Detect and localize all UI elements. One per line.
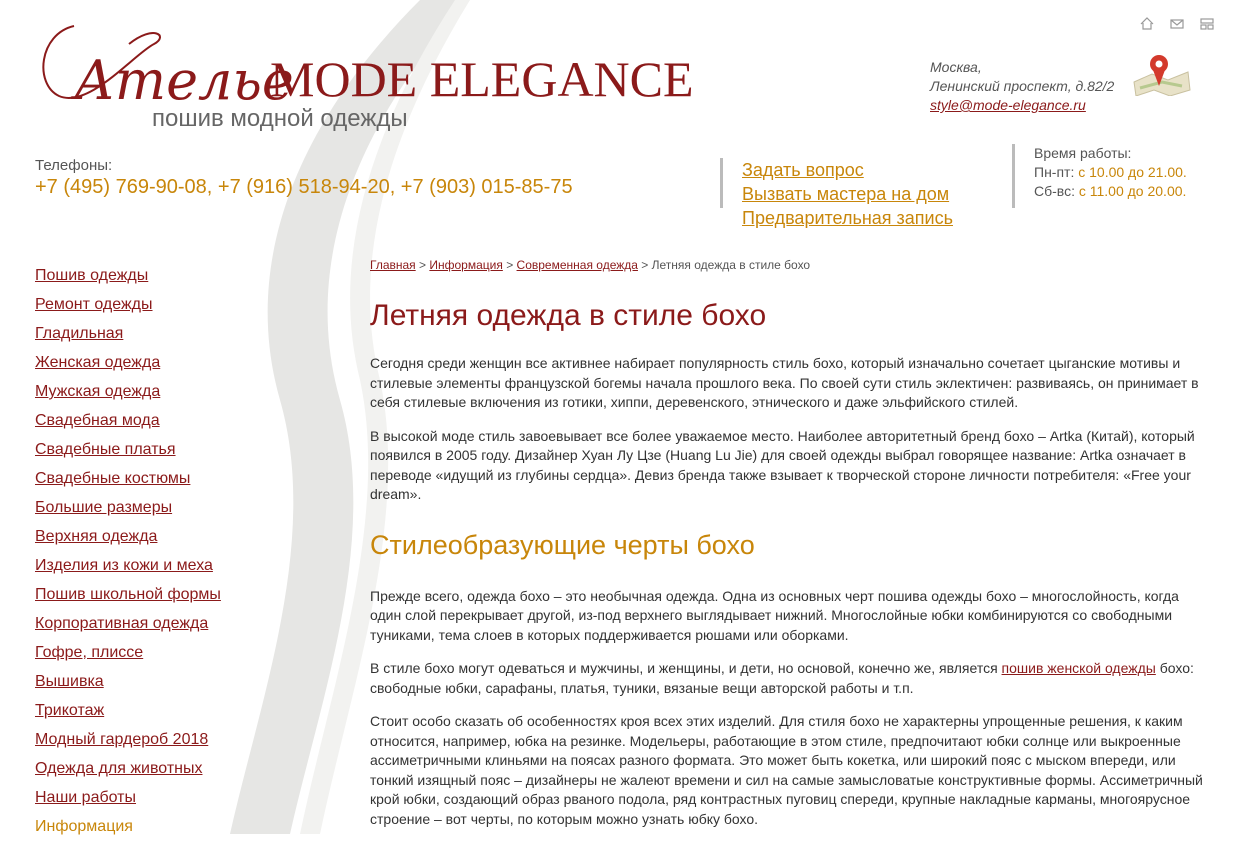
ask-question-link[interactable]: Задать вопрос <box>742 160 864 180</box>
sidebar-item-our-works[interactable]: Наши работы <box>35 789 137 806</box>
phone-numbers[interactable]: +7 (495) 769-90-08, +7 (916) 518-94-20, +7 (903) 015-85-75 <box>35 176 573 198</box>
call-master-link[interactable]: Вызвать мастера на дом <box>742 184 950 204</box>
sidebar-item-plus-sizes[interactable]: Большие размеры <box>35 499 173 516</box>
logo-script-text: Ателье <box>74 49 294 112</box>
sidebar-item-ironing[interactable]: Гладильная <box>35 325 124 342</box>
section-title: Стилеобразующие черты бохо <box>370 529 755 560</box>
mail-icon[interactable] <box>1170 17 1186 31</box>
phones-block <box>35 157 573 199</box>
top-icons <box>1140 17 1216 31</box>
paragraph-cut: Стоит особо сказать об особенностях кроя всех этих изделий. Для стиля бохо не характерны упрощенные решения, к каким относится, например, юбка на резинке. Модельеры, работающие в этом стиле, предпочитают юбки солнце или выкроенные ассиметричными клиньями на поясах разного формата. Это может быть кокетка, или широкий пояс с мыском впереди, или тонкий изящный пояс – дизайнеры не жалеют времени и сил на самые замысловатые конструктивные формы. Ассиметричный крой юбки, создающий образ рваного подола, ряд контрастных пуговиц спереди, крупные накладные карманы, многоярусное строение – вот черты, по которым можно узнать юбку бохо. <box>370 713 1203 827</box>
sidebar-item-information[interactable]: Информация <box>35 818 133 835</box>
hours-title: Время работы: <box>1034 145 1132 161</box>
paragraph-artka: В высокой моде стиль завоевывает все более уважаемое место. Наиболее авторитетный бренд бохо – Artka (Китай), который появился в 2005 году. Дизайнер Хуан Лу Цзе (Huang Lu Jie) для своей одежды выбрал говорящее название: Artka означает в переводе «идущий из глубины сердца». Девиз бренда также взывает к творческой стороне личности потребителя: «Free your dream». <box>370 427 1195 502</box>
sidebar-item-wedding-fashion[interactable]: Свадебная мода <box>35 412 160 429</box>
weekdays-label: Пн-пт: <box>1034 164 1079 180</box>
map-pin-icon[interactable] <box>1132 52 1192 96</box>
sidebar-item-corporate[interactable]: Корпоративная одежда <box>35 615 209 632</box>
header-actions <box>720 158 953 228</box>
sidebar-item-pleats[interactable]: Гофре, плиссе <box>35 644 144 661</box>
breadcrumb-separator: > <box>502 258 517 272</box>
sidebar-item-mens[interactable]: Мужская одежда <box>35 383 161 400</box>
weekdays-value: с 10.00 до 21.00. <box>1078 164 1187 180</box>
email-link[interactable]: style@mode-elegance.ru <box>930 97 1086 113</box>
hours-weekdays <box>1034 163 1187 182</box>
address-block <box>930 58 1114 115</box>
sitemap-icon[interactable] <box>1200 17 1216 31</box>
main-content <box>370 258 1214 829</box>
breadcrumb-separator: > <box>637 258 652 272</box>
page-title: Летняя одежда в стиле бохо <box>370 299 767 332</box>
weekend-value: с 11.00 до 20.00. <box>1078 183 1187 199</box>
breadcrumb <box>370 258 1214 272</box>
logo-brand: MODE ELEGANCE <box>270 51 694 107</box>
phones-label: Телефоны: <box>35 157 113 174</box>
sidebar-item-leather-fur[interactable]: Изделия из кожи и меха <box>35 557 213 574</box>
logo-tagline: пошив модной одежды <box>152 105 408 132</box>
breadcrumb-home[interactable]: Главная <box>370 258 416 272</box>
hours-weekend <box>1034 182 1187 201</box>
address-street: Ленинский проспект, д.82/2 <box>930 78 1115 94</box>
weekend-label: Сб-вс: <box>1034 183 1079 199</box>
sidebar-item-repair[interactable]: Ремонт одежды <box>35 296 153 313</box>
sidebar-item-wedding-dresses[interactable]: Свадебные платья <box>35 441 176 458</box>
sidebar-item-knitwear[interactable]: Трикотаж <box>35 702 105 719</box>
sidebar-nav <box>35 261 221 841</box>
breadcrumb-modern-clothes[interactable]: Современная одежда <box>516 258 638 272</box>
breadcrumb-current: Летняя одежда в стиле бохо <box>651 258 811 272</box>
sidebar-item-outerwear[interactable]: Верхняя одежда <box>35 528 158 545</box>
appointment-link[interactable]: Предварительная запись <box>742 208 953 228</box>
paragraph-womens-before: В стиле бохо могут одеваться и мужчины, и женщины, и дети, но основой, конечно же, является <box>370 660 1002 676</box>
paragraph-womens <box>370 659 1214 698</box>
paragraph-intro: Сегодня среди женщин все активнее набирает популярность стиль бохо, который изначально сочетает цыганские мотивы и стилевые элементы французской богемы начала прошлого века. По своей сути стиль эклектичен: развиваясь, он принимает в себя стилевые включения из готики, хиппи, деревенского, этнического и даже эльфийского стилей. <box>370 355 1199 410</box>
sidebar-item-wedding-suits[interactable]: Свадебные костюмы <box>35 470 191 487</box>
working-hours <box>1012 144 1187 208</box>
sidebar-item-school-uniform[interactable]: Пошив школьной формы <box>35 586 221 603</box>
womens-tailoring-link[interactable]: пошив женской одежды <box>1001 660 1156 676</box>
logo[interactable] <box>34 14 714 138</box>
sidebar-item-womens[interactable]: Женская одежда <box>35 354 161 371</box>
sidebar-item-embroidery[interactable]: Вышивка <box>35 673 104 690</box>
sidebar-item-tailoring[interactable]: Пошив одежды <box>35 267 149 284</box>
sidebar-item-pet-clothes[interactable]: Одежда для животных <box>35 760 203 777</box>
home-icon[interactable] <box>1140 17 1156 31</box>
sidebar-item-wardrobe-2018[interactable]: Модный гардероб 2018 <box>35 731 209 748</box>
paragraph-layers: Прежде всего, одежда бохо – это необычная одежда. Одна из основных черт пошива одежды бохо – многослойность, когда один слой перекрывает другой, из-под верхнего выглядывает нижний. Многослойные юбки комбинируются со свободными туниками, тема слоев в которых поддерживается рюшами или оборками. <box>370 587 1179 643</box>
paragraph-womens-after: бохо: свободные юбки, сарафаны, платья, туники, вязаные вещи авторской работы и т.п. <box>370 660 1194 696</box>
breadcrumb-separator: > <box>415 258 430 272</box>
breadcrumb-info[interactable]: Информация <box>429 258 503 272</box>
address-city: Москва, <box>930 59 982 75</box>
